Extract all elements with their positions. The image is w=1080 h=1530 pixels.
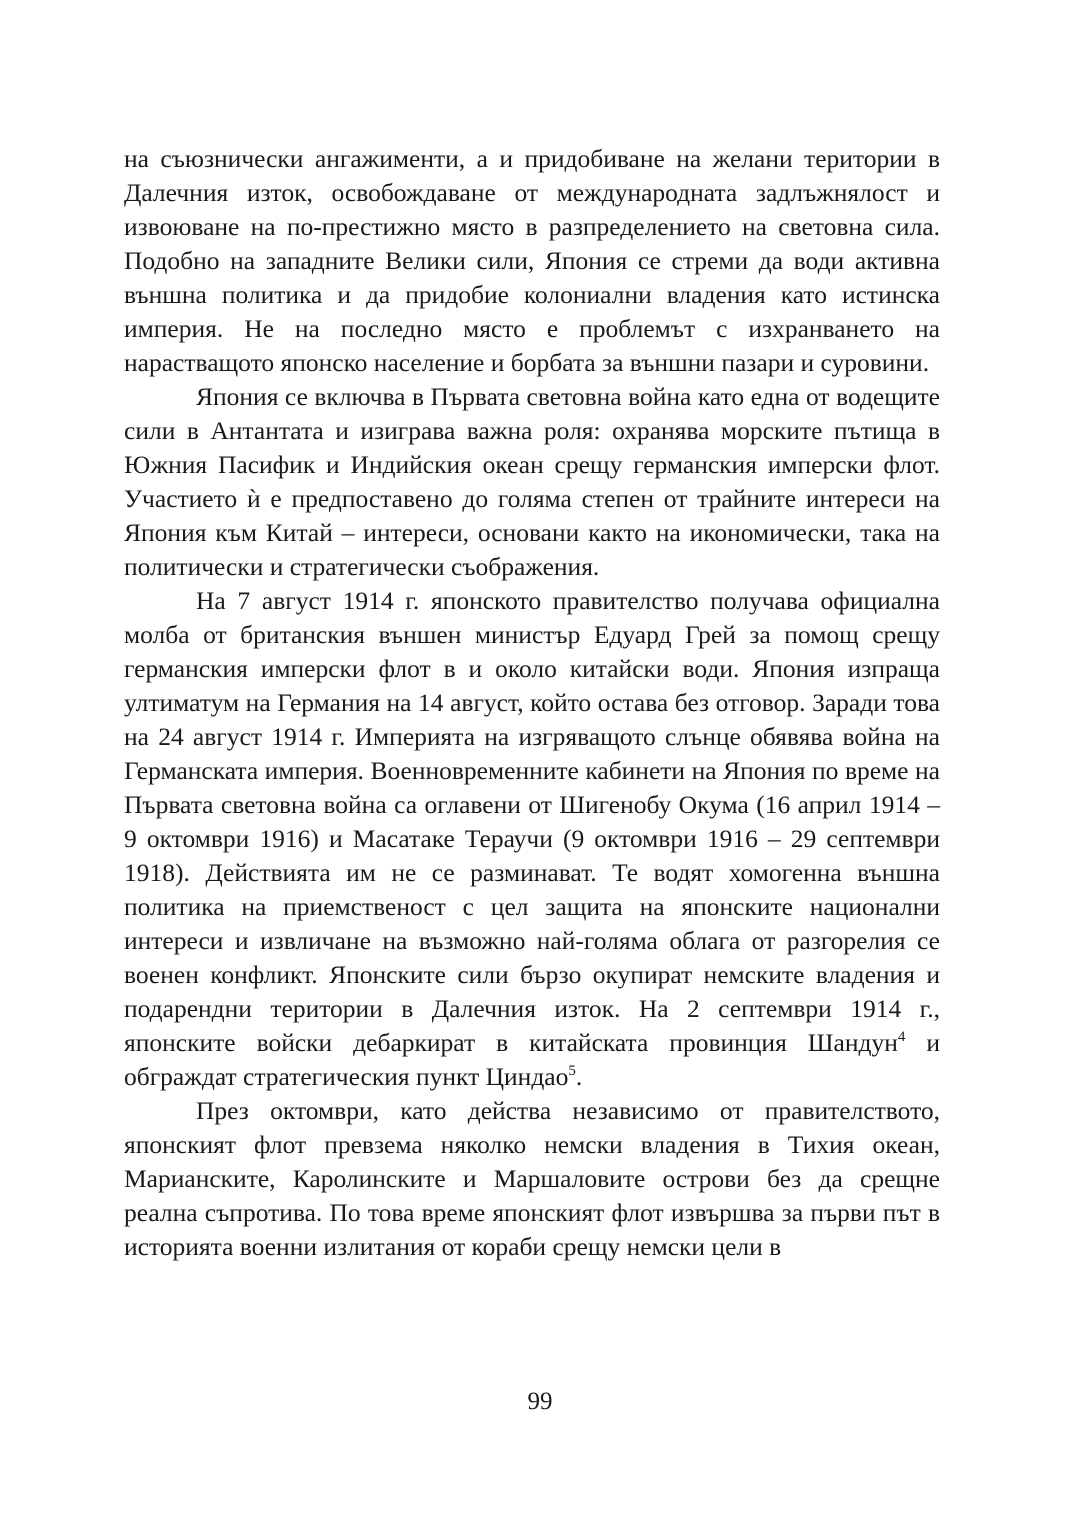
paragraph-text: На 7 август 1914 г. японското правителство получава официална молба от британския външен министър Едуард Грей за помощ срещу германския имперски флот в и около китайски води. Япония изпраща ултиматум на Германия на 14 август, който остава без отговор. Заради това на 24 август 1914 г. Империята на изгряващото слънце обявява война на Германската империя. Военновременните кабинети на Япония по време на Първата световна война са оглавени от Шигенобу Окума (16 април 1914 – 9 октомври 1916) и Масатаке Тераучи (9 октомври 1916 – 29 септември 1918). Действията им не се разминават. Те водят хомогенна външна политика на приемственост с цел защита на японските национални интереси и извличане на възможно най-голяма облага от разгорелия се военен конфликт. Японските сили бързо окупират немските владения и подарендни територии в Далечния изток. На 2 септември 1914 г., японските войски дебаркират в китайската провинция Шандун [124, 586, 940, 1057]
paragraph-text: на съюзнически ангажименти, а и придобиване на желани територии в Далечния изток, освобождаване от международната задлъжнялост и извоюване на по-престижно място в разпределението на световна сила. Подобно на западните Велики сили, Япония се стреми да води активна външна политика и да придобие колониални владения като истинска империя. Не на последно място е проблемът с изхранването на нарастващото японско население и борбата за външни пазари и суровини. [124, 144, 940, 377]
paragraph-text: и обграждат стратегическия пункт Циндао [124, 1028, 940, 1091]
paragraph [124, 1094, 940, 1264]
paragraph [124, 380, 940, 584]
footnote-ref[interactable]: 4 [897, 1029, 906, 1045]
footnote-ref[interactable]: 5 [568, 1063, 576, 1079]
page-number: 99 [527, 1388, 553, 1415]
paragraph-text: . [575, 1062, 583, 1091]
paragraph-text: През октомври, като действа независимо от правителството, японският флот превзема няколко немски владения в Тихия океан, Марианските, Каролинските и Маршаловите острови без да срещне реална съпротива. По това време японският флот извършва за първи път в историята военни излитания от кораби срещу немски цели в [124, 1096, 940, 1261]
paragraph-text: Япония се включва в Първата световна война като една от водещите сили в Антантата и изиграва важна роля: охранява морските пътища в Южния Пасифик и Индийския океан срещу германския имперски флот. Участието ѝ е предпоставено до голяма степен от трайните интереси на Япония към Китай – интереси, основани както на икономически, така на политически и стратегически съображения. [124, 382, 940, 581]
paragraph [124, 584, 940, 1094]
paragraph [124, 142, 940, 380]
body-text [124, 142, 940, 1264]
